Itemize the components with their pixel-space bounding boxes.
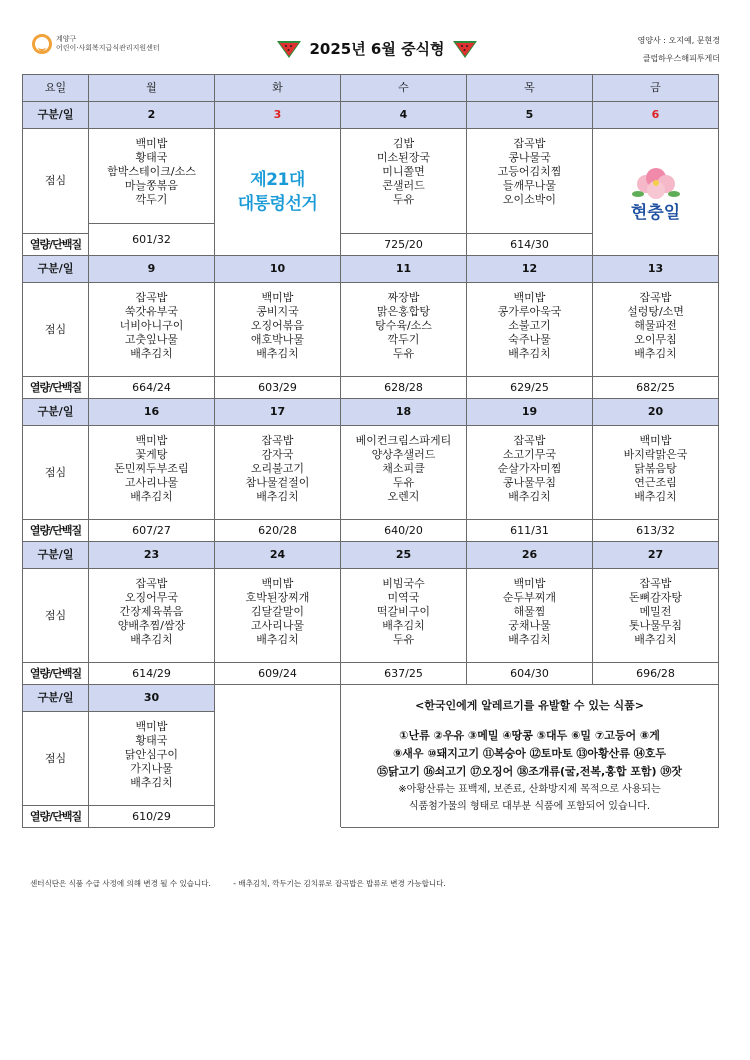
kcal-day-10: 603/29 (215, 377, 341, 399)
menu-table (22, 74, 719, 828)
allergy-line3: ⑮닭고기 ⑯쇠고기 ⑰오징어 ⑱조개류(굴,전복,홍합 포함) ⑲잣 (376, 765, 683, 778)
lunch-label: 점심 (23, 569, 89, 663)
allergy-note1: ※아황산류는 표백제, 보존료, 산화방지제 목적으로 사용되는 (398, 784, 661, 795)
day-24: 24 (215, 542, 341, 569)
election-day-cell (215, 129, 341, 256)
dish-item: 두유 (392, 193, 415, 206)
kcal-day-16: 607/27 (89, 520, 215, 542)
kcal-day-12: 629/25 (467, 377, 593, 399)
weekday-label: 요일 (23, 75, 89, 102)
dish-item: 깍두기 (387, 333, 420, 346)
dish-item: 배추김치 (634, 633, 677, 646)
kcal-day-17: 620/28 (215, 520, 341, 542)
dish-item: 미역국 (387, 591, 420, 604)
weekday-fri: 금 (593, 75, 719, 102)
kcal-label: 열량/단백질 (23, 377, 89, 399)
dish-item: 잡곡밥 (135, 577, 168, 590)
menu-day-25 (341, 569, 467, 663)
allergy-line2: ⑨새우 ⑩돼지고기 ⑪복숭아 ⑫토마토 ⑬아황산류 ⑭호두 (392, 747, 667, 760)
dish-item: 콩가루아욱국 (497, 305, 562, 318)
menu-day-12 (467, 283, 593, 377)
dish-item: 잡곡밥 (639, 291, 672, 304)
dish-item: 두유 (392, 347, 415, 360)
dish-item: 오징어무국 (124, 591, 179, 604)
dish-item: 고등어김치찜 (497, 165, 562, 178)
dish-item: 해물파전 (634, 319, 677, 332)
dish-item: 배추김치 (130, 776, 173, 789)
dish-item: 배추김치 (508, 347, 551, 360)
lunch-label: 점심 (23, 129, 89, 234)
weekday-row (23, 75, 719, 102)
page-title: 2025년 6월 중식형 (309, 39, 445, 58)
day-9: 9 (89, 256, 215, 283)
watermelon-left-icon (275, 37, 303, 59)
dish-item: 설렁탕/소면 (627, 305, 684, 318)
dish-item: 순두부찌개 (502, 591, 557, 604)
dish-item: 양배추찜/쌈장 (117, 619, 186, 632)
dish-item: 양상추샐러드 (371, 448, 436, 461)
dish-item: 소고기무국 (502, 448, 557, 461)
watermelon-right-icon (451, 37, 479, 59)
kcal-label: 열량/단백질 (23, 234, 89, 256)
menu-day-24 (215, 569, 341, 663)
dish-item: 미니쫄면 (382, 165, 425, 178)
dish-item: 백미밥 (135, 720, 168, 733)
dish-item: 바지락맑은국 (623, 448, 688, 461)
menu-day-13 (593, 283, 719, 377)
dish-item: 가지나물 (130, 762, 173, 775)
dish-item: 배추김치 (130, 633, 173, 646)
dish-item: 소불고기 (508, 319, 551, 332)
menu-day-30 (89, 712, 215, 806)
dish-item: 배추김치 (256, 633, 299, 646)
day-label: 구분/일 (23, 256, 89, 283)
kcal-day-4: 725/20 (341, 234, 467, 256)
dish-item: 배추김치 (130, 490, 173, 503)
lunch-label: 점심 (23, 712, 89, 806)
dish-item: 메밀전 (639, 605, 672, 618)
menu-day-2 (89, 129, 215, 224)
allergy-note2: 식품첨가물의 형태로 대부분 식품에 포함되어 있습니다. (408, 801, 651, 812)
dish-item: 잡곡밥 (639, 577, 672, 590)
dish-item: 채소피클 (382, 462, 425, 475)
lunch-label: 점심 (23, 283, 89, 377)
dish-item: 오이소박이 (502, 193, 557, 206)
dish-item: 배추김치 (508, 633, 551, 646)
dish-item: 오렌지 (387, 490, 420, 503)
dish-item: 백미밥 (135, 434, 168, 447)
week2-lunch-row (23, 283, 719, 377)
menu-day-20 (593, 426, 719, 520)
menu-day-4 (341, 129, 467, 234)
dish-item: 배추김치 (382, 619, 425, 632)
footer-note2: - 배추김치, 깍두기는 김치류로 잡곡밥은 밥류로 변경 가능합니다. (233, 879, 446, 888)
dish-item: 김달갈말이 (250, 605, 305, 618)
footer-note1: 센터식단은 식품 수급 사정에 의해 변경 될 수 있습니다. (30, 879, 211, 888)
week3-lunch-row (23, 426, 719, 520)
day-18: 18 (341, 399, 467, 426)
dish-item: 배추김치 (634, 347, 677, 360)
week2-day-row (23, 256, 719, 283)
dish-item: 백미밥 (513, 291, 546, 304)
dish-item: 두유 (392, 633, 415, 646)
dish-item: 순살가자미찜 (497, 462, 562, 475)
menu-day-19 (467, 426, 593, 520)
menu-day-5 (467, 129, 593, 234)
lunch-label: 점심 (23, 426, 89, 520)
dish-item: 콩나물무침 (502, 476, 557, 489)
dish-item: 애호박나물 (250, 333, 305, 346)
dish-item: 탕수육/소스 (375, 319, 432, 332)
page-header (22, 28, 728, 72)
dish-item: 베이컨크림스파게티 (355, 434, 452, 447)
org-line1: 계양구 (56, 35, 77, 43)
day-23: 23 (89, 542, 215, 569)
dish-item: 잡곡밥 (513, 137, 546, 150)
dish-item: 두유 (392, 476, 415, 489)
menu-day-17 (215, 426, 341, 520)
dish-item: 고사리나물 (250, 619, 305, 632)
dish-item: 간장제육볶음 (119, 605, 184, 618)
dish-item: 오징어볶음 (250, 319, 305, 332)
allergy-line1: ①난류 ②우유 ③메밀 ④땅콩 ⑤대두 ⑥밀 ⑦고등어 ⑧게 (399, 729, 660, 742)
dish-item: 마늘쫑볶음 (124, 179, 179, 192)
day-19: 19 (467, 399, 593, 426)
menu-day-11 (341, 283, 467, 377)
dish-item: 닭안심구이 (124, 748, 179, 761)
day-30: 30 (89, 685, 215, 712)
menu-day-27 (593, 569, 719, 663)
dish-item: 콘샐러드 (382, 179, 425, 192)
allergy-title: <한국인에게 알레르기를 유발할 수 있는 식품> (415, 699, 644, 712)
dish-item: 콩비지국 (256, 305, 299, 318)
week4-day-row (23, 542, 719, 569)
day-13: 13 (593, 256, 719, 283)
smile-logo-icon (32, 34, 52, 54)
dish-item: 황태국 (135, 151, 168, 164)
dish-item: 떡갈비구이 (376, 605, 431, 618)
day-label: 구분/일 (23, 102, 89, 129)
dish-item: 연근조림 (634, 476, 677, 489)
dish-item: 미소된장국 (376, 151, 431, 164)
dish-item: 꽃게탕 (135, 448, 168, 461)
dish-item: 톳나물무침 (628, 619, 683, 632)
kcal-day-23: 614/29 (89, 663, 215, 685)
dish-item: 함박스테이크/소스 (107, 165, 196, 178)
dish-item: 배추김치 (130, 347, 173, 360)
menu-day-10 (215, 283, 341, 377)
dish-item: 해물찜 (513, 605, 546, 618)
dish-item: 고춧잎나물 (124, 333, 179, 346)
dish-item: 깍두기 (135, 193, 168, 206)
dish-item: 너비아니구이 (119, 319, 184, 332)
kcal-label: 열량/단백질 (23, 663, 89, 685)
week3-day-row (23, 399, 719, 426)
week1-day-row (23, 102, 719, 129)
org-line2: 어린이·사회복지급식관리지원센터 (56, 44, 160, 52)
dish-item: 김밥 (392, 137, 415, 150)
election-line1: 제21대 (250, 170, 305, 190)
dish-item: 고사리나물 (124, 476, 179, 489)
day-25: 25 (341, 542, 467, 569)
dish-item: 배추김치 (634, 490, 677, 503)
weekday-wed: 수 (341, 75, 467, 102)
day-3-holiday: 3 (215, 102, 341, 129)
dish-item: 숙주나물 (508, 333, 551, 346)
kcal-day-25: 637/25 (341, 663, 467, 685)
dish-item: 비빔국수 (382, 577, 425, 590)
kcal-day-18: 640/20 (341, 520, 467, 542)
week1-lunch-row-a (23, 129, 719, 224)
dish-item: 쑥갓유부국 (124, 305, 179, 318)
empty-cell (215, 685, 341, 828)
dish-item: 잡곡밥 (261, 434, 294, 447)
kcal-day-24: 609/24 (215, 663, 341, 685)
day-16: 16 (89, 399, 215, 426)
dish-item: 배추김치 (256, 347, 299, 360)
weekday-thu: 목 (467, 75, 593, 102)
dish-item: 잡곡밥 (513, 434, 546, 447)
dish-item: 잡곡밥 (135, 291, 168, 304)
dish-item: 짜장밥 (387, 291, 420, 304)
menu-day-9 (89, 283, 215, 377)
memorial-day-cell (593, 129, 719, 256)
kcal-day-11: 628/28 (341, 377, 467, 399)
day-6-holiday: 6 (593, 102, 719, 129)
kcal-day-19: 611/31 (467, 520, 593, 542)
dish-item: 배추김치 (508, 490, 551, 503)
allergy-notice (341, 685, 719, 828)
kcal-label: 열량/단백질 (23, 806, 89, 828)
dish-item: 콩나물국 (508, 151, 551, 164)
dish-item: 궁채나물 (508, 619, 551, 632)
dish-item: 참나물겉절이 (245, 476, 310, 489)
kcal-day-13: 682/25 (593, 377, 719, 399)
day-label: 구분/일 (23, 542, 89, 569)
kcal-day-27: 696/28 (593, 663, 719, 685)
dish-item: 들깨무나물 (502, 179, 557, 192)
dish-item: 맑은홍합탕 (376, 305, 431, 318)
dish-item: 백미밥 (135, 137, 168, 150)
dish-item: 감자국 (261, 448, 294, 461)
week4-kcal-row (23, 663, 719, 685)
dish-item: 배추김치 (256, 490, 299, 503)
weekday-tue: 화 (215, 75, 341, 102)
kcal-day-9: 664/24 (89, 377, 215, 399)
dish-item: 백미밥 (639, 434, 672, 447)
dish-item: 닭볶음탕 (634, 462, 677, 475)
dish-item: 오리불고기 (250, 462, 305, 475)
week5-day-row (23, 685, 719, 712)
dish-item: 황태국 (135, 734, 168, 747)
dish-item: 오이무침 (634, 333, 677, 346)
day-26: 26 (467, 542, 593, 569)
day-label: 구분/일 (23, 685, 89, 712)
memorial-day-label: 현충일 (630, 203, 681, 223)
menu-day-26 (467, 569, 593, 663)
dish-item: 백미밥 (513, 577, 546, 590)
day-label: 구분/일 (23, 399, 89, 426)
weekday-mon: 월 (89, 75, 215, 102)
day-12: 12 (467, 256, 593, 283)
kcal-day-30: 610/29 (89, 806, 215, 828)
kcal-day-20: 613/32 (593, 520, 719, 542)
flower-icon (628, 164, 684, 204)
dish-item: 호박된장찌개 (245, 591, 310, 604)
staff-line2: 클럽하우스해피투게더 (642, 54, 720, 63)
election-line2: 대통령선거 (237, 194, 318, 214)
dish-item: 백미밥 (261, 577, 294, 590)
day-20: 20 (593, 399, 719, 426)
title-block (262, 32, 492, 64)
day-2: 2 (89, 102, 215, 129)
kcal-day-5: 614/30 (467, 234, 593, 256)
week3-kcal-row (23, 520, 719, 542)
day-11: 11 (341, 256, 467, 283)
dish-item: 돈민찌두부조림 (114, 462, 189, 475)
day-17: 17 (215, 399, 341, 426)
staff-info (638, 32, 720, 68)
menu-day-23 (89, 569, 215, 663)
menu-day-18 (341, 426, 467, 520)
day-4: 4 (341, 102, 467, 129)
menu-day-16 (89, 426, 215, 520)
kcal-day-2: 601/32 (89, 224, 215, 256)
kcal-day-26: 604/30 (467, 663, 593, 685)
day-5: 5 (467, 102, 593, 129)
week2-kcal-row (23, 377, 719, 399)
day-27: 27 (593, 542, 719, 569)
staff-line1: 영양사 : 오지예, 문현경 (637, 36, 720, 45)
center-logo (32, 34, 160, 54)
dish-item: 돈뼈감자탕 (628, 591, 683, 604)
dish-item: 백미밥 (261, 291, 294, 304)
day-10: 10 (215, 256, 341, 283)
footer-notes (30, 878, 466, 889)
week4-lunch-row (23, 569, 719, 663)
kcal-label: 열량/단백질 (23, 520, 89, 542)
